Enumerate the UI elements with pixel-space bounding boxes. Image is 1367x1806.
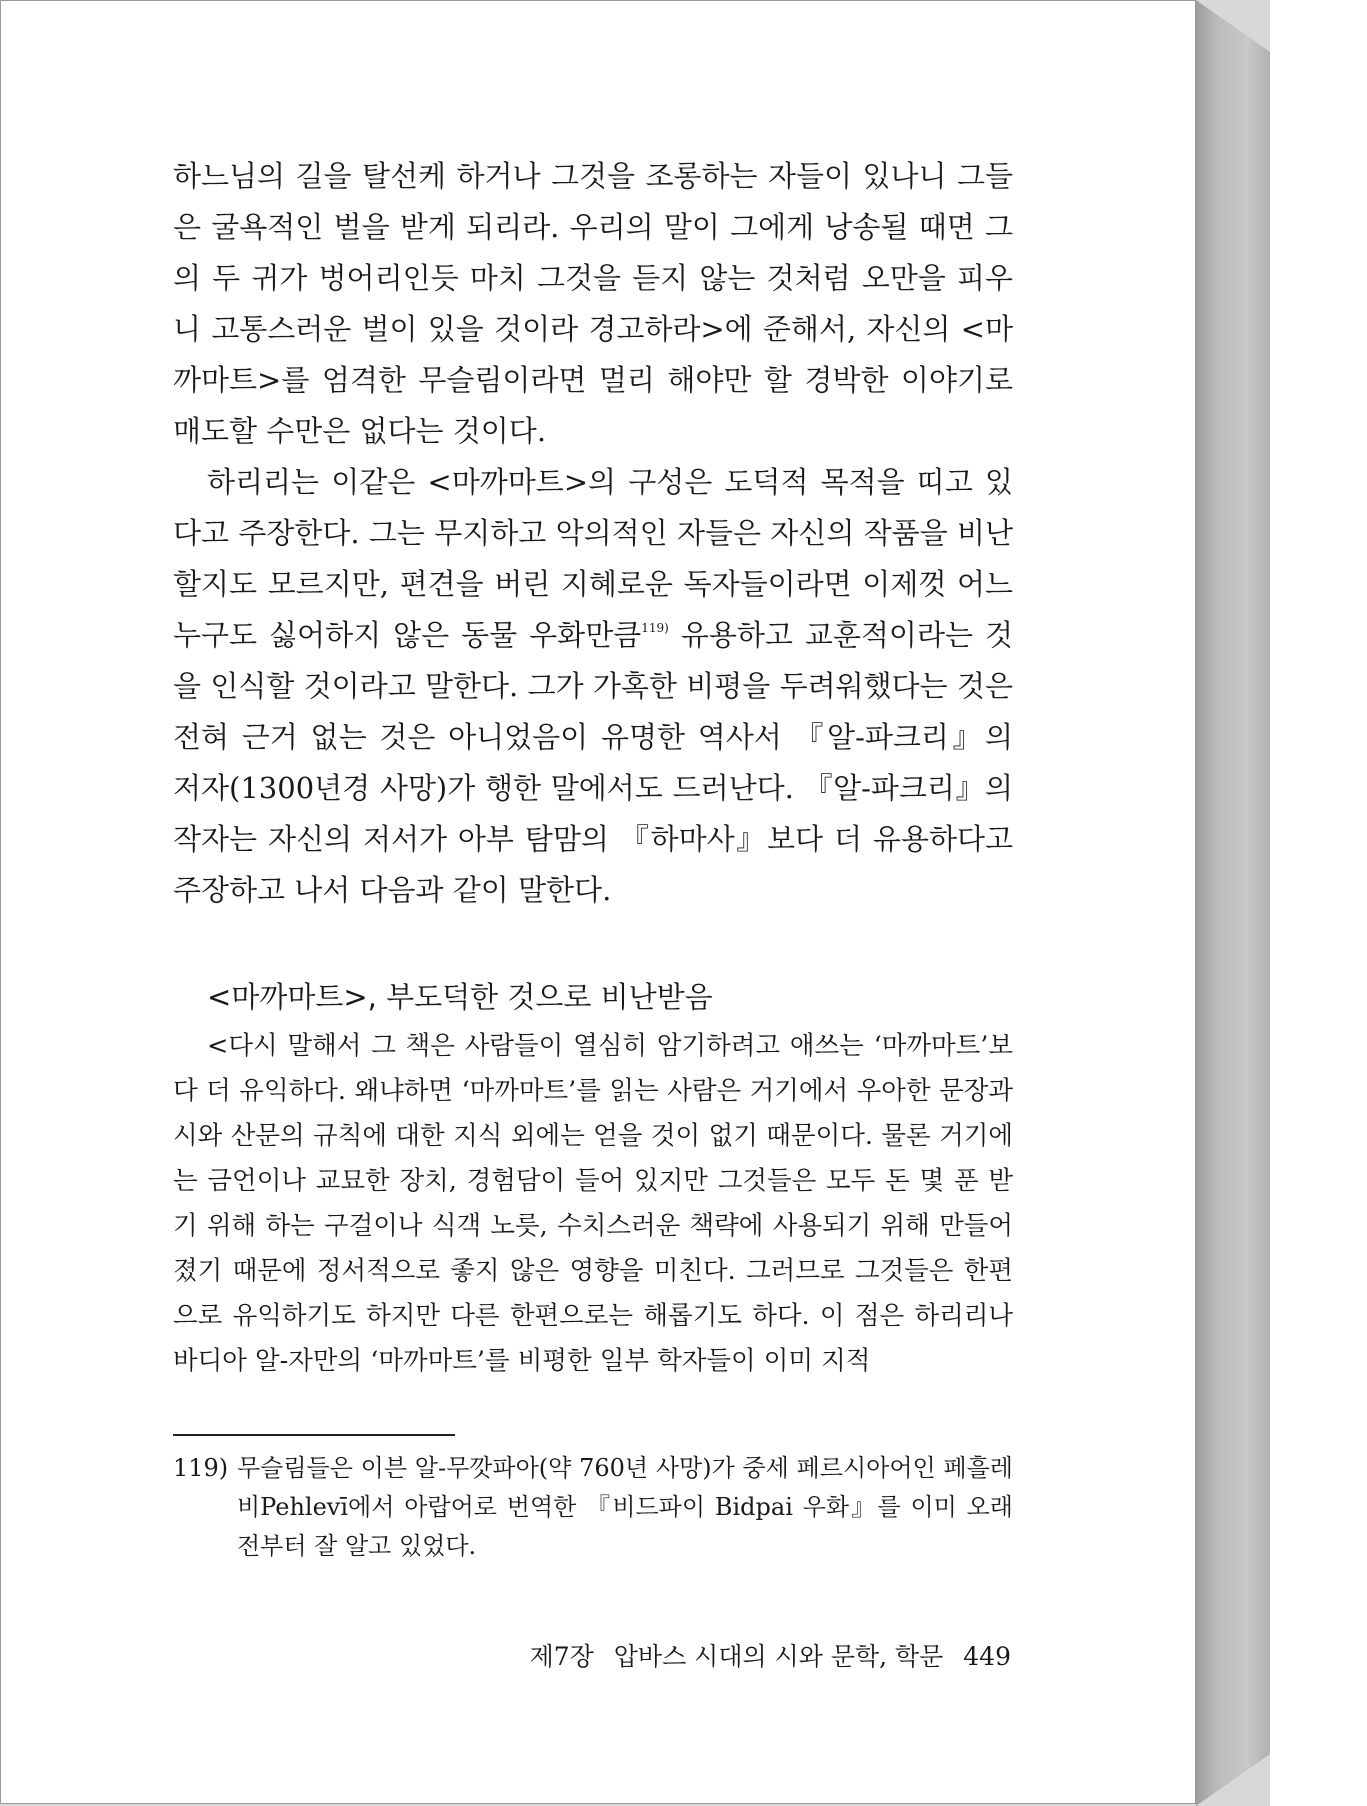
footnote-reference: 119) [641,621,669,635]
page-number: 449 [963,1642,1011,1671]
book-page-edge [1196,0,1270,1806]
chapter-label: 제7장 [529,1642,594,1671]
paragraph [173,457,1013,916]
section-heading: <마까마트>, 부도덕한 것으로 비난받음 [207,980,713,1014]
paragraph-text: 유용하고 교훈적이라는 것을 인식할 것이라고 말한다. 그가 가혹한 비평을 두려워했다는 것은 전혀 근거 없는 것은 아니었음이 유명한 역사서 『알-파크리』의 저자(1300년경 사망)가 행한 말에서도 드러난다. 『알-파크리』의 작자는 자신의 저서가 아부 탐맘의 『하마사』보다 더 유용하다고 주장하고 나서 다음과 같이 말한다. [173,618,1013,907]
running-footer [518,1637,1011,1673]
background [1270,0,1367,1806]
footnote [173,1449,1013,1566]
footnote-text: 무슬림들은 이븐 알-무깟파아(약 760년 사망)가 중세 페르시아어인 페흘레비Pehlevī에서 아랍어로 번역한 『비드파이 Bidpai 우화』를 이미 오래 전부터 잘 알고 있었다. [237,1454,1013,1560]
paragraph: 하느님의 길을 탈선케 하거나 그것을 조롱하는 자들이 있나니 그들은 굴욕적인 벌을 받게 되리라. 우리의 말이 그에게 낭송될 때면 그의 두 귀가 벙어리인듯 마치 그것을 듣지 않는 것처럼 오만을 피우니 고통스러운 벌이 있을 것이라 경고하라>에 준해서, 자신의 <마까마트>를 엄격한 무슬림이라면 멀리 해야만 할 경박한 이야기로 매도할 수만은 없다는 것이다. [173,159,1013,448]
page-body [173,151,1013,1384]
footnote-number: 119) [173,1454,229,1482]
footnote-divider [173,1434,455,1436]
chapter-title: 압바스 시대의 시와 문학, 학문 [613,1642,944,1671]
quoted-passage: <다시 말해서 그 책은 사람들이 열심히 암기하려고 애쓰는 ‘마까마트’보다 더 유익하다. 왜냐하면 ‘마까마트’를 읽는 사람은 거기에서 우아한 문장과 시와 산문의 규칙에 대한 지식 외에는 얻을 것이 없기 때문이다. 물론 거기에는 금언이나 교묘한 장치, 경험담이 들어 있지만 그것들은 모두 돈 몇 푼 받기 위해 하는 구걸이나 식객 노릇, 수치스러운 책략에 사용되기 위해 만들어졌기 때문에 정서적으로 좋지 않은 영향을 미친다. 그러므로 그것들은 한편으로 유익하기도 하지만 다른 한편으로는 해롭기도 하다. 이 점은 하리리나 바디아 알-자만의 ‘마까마트’를 비평한 일부 학자들이 이미 지적 [173,1031,1013,1376]
paragraph-text: 하리리는 이같은 <마까마트>의 구성은 도덕적 목적을 띠고 있다고 주장한다. 그는 무지하고 악의적인 자들은 자신의 작품을 비난할지도 모르지만, 편견을 버린 지혜로운 독자들이라면 이제껏 어느 누구도 싫어하지 않은 동물 우화만큼 [173,465,1013,652]
